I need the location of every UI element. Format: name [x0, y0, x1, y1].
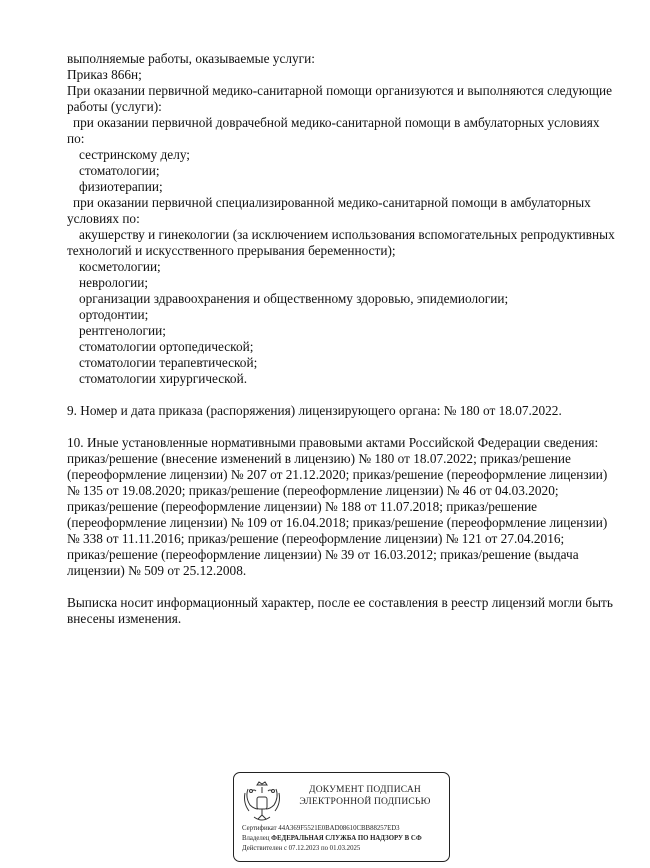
list-item: физиотерапии;	[79, 179, 163, 194]
text-line: условиях по:	[67, 211, 140, 226]
text-line: № 135 от 19.08.2020; приказ/решение (переоформление лицензии) № 46 от 04.03.2020;	[67, 483, 559, 498]
list-item: рентгенологии;	[79, 323, 166, 338]
text-line: внесены изменения.	[67, 611, 182, 626]
double-headed-eagle-emblem-icon	[240, 779, 284, 825]
list-item: организации здравоохранения и общественному здоровью, эпидемиологии;	[79, 291, 509, 306]
text-line: по:	[67, 131, 85, 146]
text-line: работы (услуги):	[67, 99, 162, 114]
text-line: при оказании первичной доврачебной медико-санитарной помощи в амбулаторных условиях	[73, 115, 600, 130]
list-item: акушерству и гинекологии (за исключением использования вспомогательных репродуктивных	[79, 227, 615, 242]
text-line: при оказании первичной специализированной медико-санитарной помощи в амбулаторных	[73, 195, 591, 210]
certificate-label: Сертификат	[242, 825, 277, 832]
text-line: Приказ 866н;	[67, 67, 142, 82]
stamp-title-line-1: ДОКУМЕНТ ПОДПИСАН	[309, 785, 421, 795]
text-line: (переоформление лицензии) № 207 от 21.12.2020; приказ/решение (переоформление лицензии)	[67, 467, 608, 482]
certificate-line	[242, 824, 400, 833]
text-line: № 338 от 11.11.2016; приказ/решение (переоформление лицензии) № 121 от 27.04.2016;	[67, 531, 565, 546]
list-item: косметологии;	[79, 259, 161, 274]
disclaimer-text: Выписка носит информационный характер, после ее составления в реестр лицензий могли быть	[67, 595, 613, 610]
validity-line: Действителен с 07.12.2023 по 01.03.2025	[242, 845, 361, 852]
list-item: ортодонтии;	[79, 307, 149, 322]
stamp-title	[290, 784, 440, 808]
list-item: неврологии;	[79, 275, 149, 290]
stamp-title-line-2: ЭЛЕКТРОННОЙ ПОДПИСЬЮ	[299, 797, 431, 807]
section-10-text: 10. Иные установленные нормативными правовыми актами Российской Федерации сведения:	[67, 435, 599, 450]
text-line: лицензии) № 509 от 25.12.2008.	[67, 563, 247, 578]
text-line: технологий и искусственного прерывания беременности);	[67, 243, 396, 258]
text-line: приказ/решение (внесение изменений в лицензию) № 180 от 18.07.2022; приказ/решение	[67, 451, 571, 466]
text-line: выполняемые работы, оказываемые услуги:	[67, 51, 315, 66]
list-item: стоматологии хирургической.	[79, 371, 248, 386]
owner-line	[242, 834, 422, 843]
text-line: приказ/решение (переоформление лицензии) № 188 от 11.07.2018; приказ/решение	[67, 499, 538, 514]
owner-value: ФЕДЕРАЛЬНАЯ СЛУЖБА ПО НАДЗОРУ В СФ	[271, 835, 422, 842]
list-item: стоматологии;	[79, 163, 160, 178]
list-item: стоматологии ортопедической;	[79, 339, 254, 354]
owner-label: Владелец	[242, 835, 270, 842]
text-line: приказ/решение (переоформление лицензии) № 39 от 16.03.2012; приказ/решение (выдача	[67, 547, 579, 562]
list-item: сестринскому делу;	[79, 147, 190, 162]
certificate-value: 44A369F5521E0BAD08610CBB88257ED3	[278, 825, 400, 832]
section-9-text: 9. Номер и дата приказа (распоряжения) лицензирующего органа: № 180 от 18.07.2022.	[67, 403, 562, 418]
text-line: (переоформление лицензии) № 109 от 16.04.2018; приказ/решение (переоформление лицензии)	[67, 515, 608, 530]
list-item: стоматологии терапевтической;	[79, 355, 258, 370]
electronic-signature-stamp	[233, 772, 450, 862]
text-line: При оказании первичной медико-санитарной помощи организуются и выполняются следующие	[67, 83, 612, 98]
